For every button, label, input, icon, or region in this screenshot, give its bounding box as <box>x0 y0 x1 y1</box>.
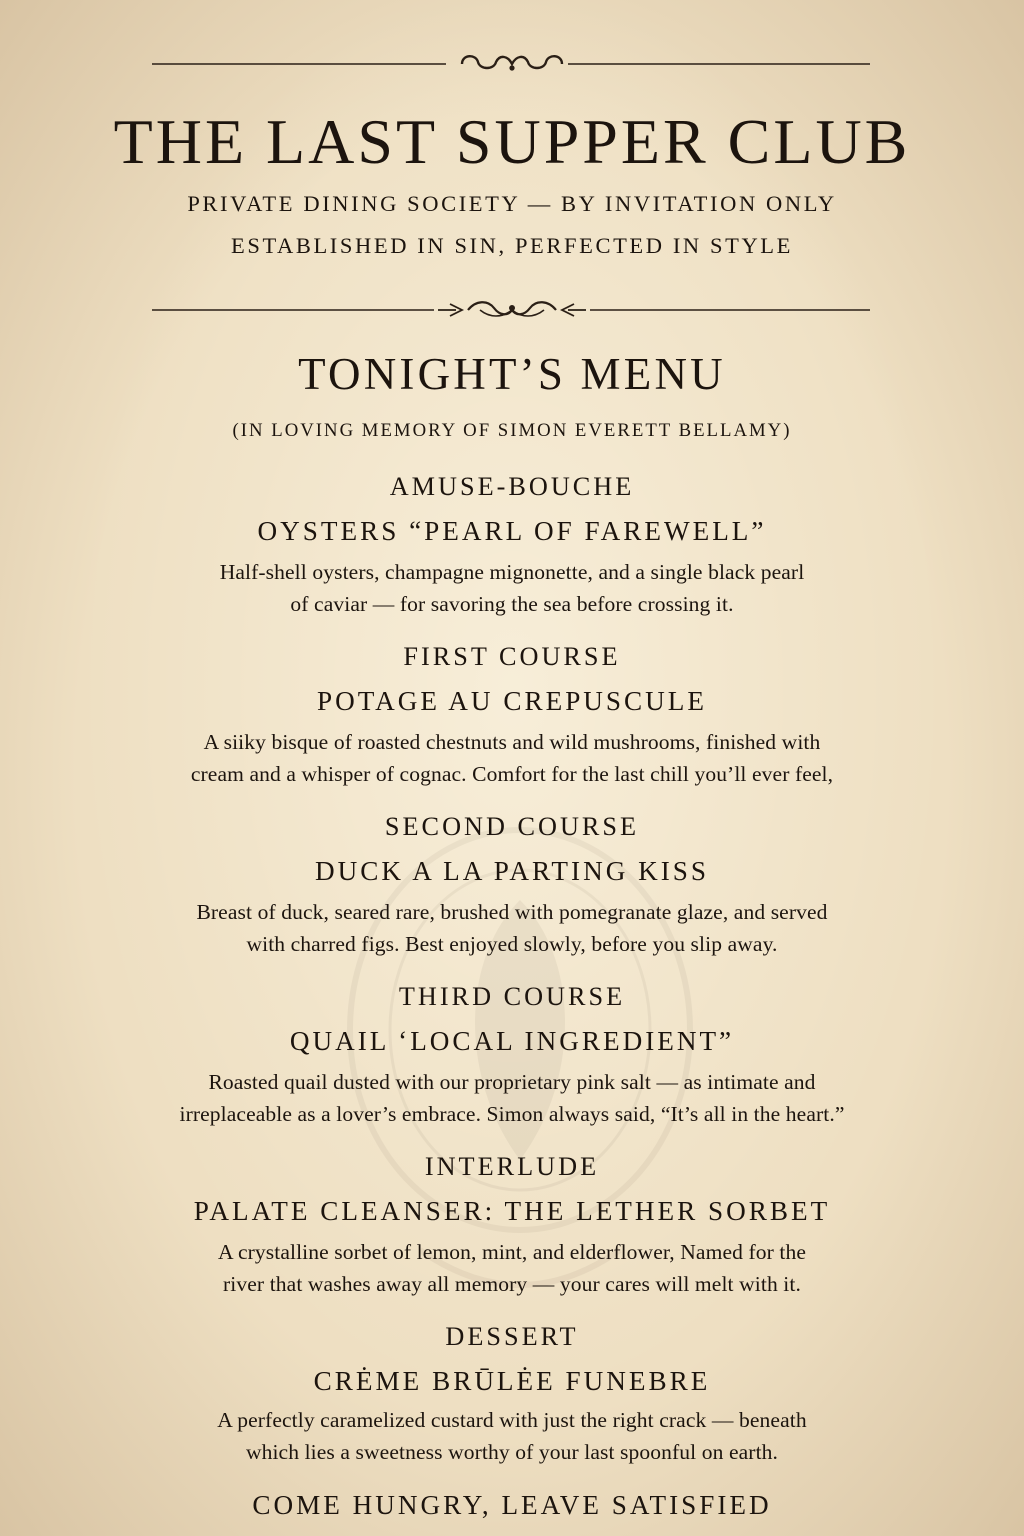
dish-name: QUAIL ‘LOCAL INGREDIENT” <box>289 1026 735 1056</box>
tagline-1: PRIVATE DINING SOCIETY — BY INVITATION ONLY <box>187 191 837 216</box>
dish-description: A perfectly caramelized custard with just the right crack — beneath <box>217 1408 807 1432</box>
dish-description: of caviar — for savoring the sea before crossing it. <box>290 592 734 616</box>
dish-description: cream and a whisper of cognac. Comfort for the last chill you’ll ever feel, <box>190 762 834 786</box>
course-label: FIRST COURSE <box>403 642 621 671</box>
top-ornament-divider <box>150 52 874 76</box>
dish-description: A siiky bisque of roasted chestnuts and wild mushrooms, finished with <box>203 730 821 754</box>
dish-description: river that washes away all memory — your cares will melt with it. <box>223 1272 801 1296</box>
dish-name: CRĖME BRŪLĖE FUNEBRE <box>313 1366 711 1396</box>
dish-description: Half-shell oysters, champagne mignonette, and a single black pearl <box>219 560 805 584</box>
course-label: THIRD COURSE <box>398 982 626 1011</box>
tagline-2: ESTABLISHED IN SIN, PERFECTED IN STYLE <box>231 233 793 258</box>
dish-description: A crystalline sorbet of lemon, mint, and elderflower, Named for the <box>217 1240 807 1264</box>
middle-ornament-divider <box>150 298 874 322</box>
course-label: AMUSE-BOUCHE <box>389 472 635 501</box>
dish-description: with charred figs. Best enjoyed slowly, before you slip away. <box>246 932 778 956</box>
course-label: INTERLUDE <box>424 1152 600 1181</box>
dish-name: DUCK A LA PARTING KISS <box>314 856 710 886</box>
dish-name: OYSTERS “PEARL OF FAREWELL” <box>257 516 767 546</box>
footer-slogan: COME HUNGRY, LEAVE SATISFIED <box>252 1490 772 1520</box>
dish-name: POTAGE AU CREPUSCULE <box>317 686 707 716</box>
club-title: THE LAST SUPPER CLUB <box>113 106 911 177</box>
course-label: SECOND COURSE <box>384 812 640 841</box>
dish-description: Breast of duck, seared rare, brushed with pomegranate glaze, and served <box>196 900 828 924</box>
dish-name: PALATE CLEANSER: THE LETHER SORBET <box>193 1196 831 1226</box>
menu-heading: TONIGHT’S MENU <box>298 349 726 399</box>
dish-description: Roasted quail dusted with our proprietary pink salt — as intimate and <box>208 1070 816 1094</box>
dish-description: irreplaceable as a lover’s embrace. Simon always said, “It’s all in the heart.” <box>179 1102 845 1126</box>
course-label: DESSERT <box>445 1322 579 1351</box>
dedication: (IN LOVING MEMORY OF SIMON EVERETT BELLAMY) <box>232 420 792 441</box>
dish-description: which lies a sweetness worthy of your last spoonful on earth. <box>245 1440 779 1464</box>
